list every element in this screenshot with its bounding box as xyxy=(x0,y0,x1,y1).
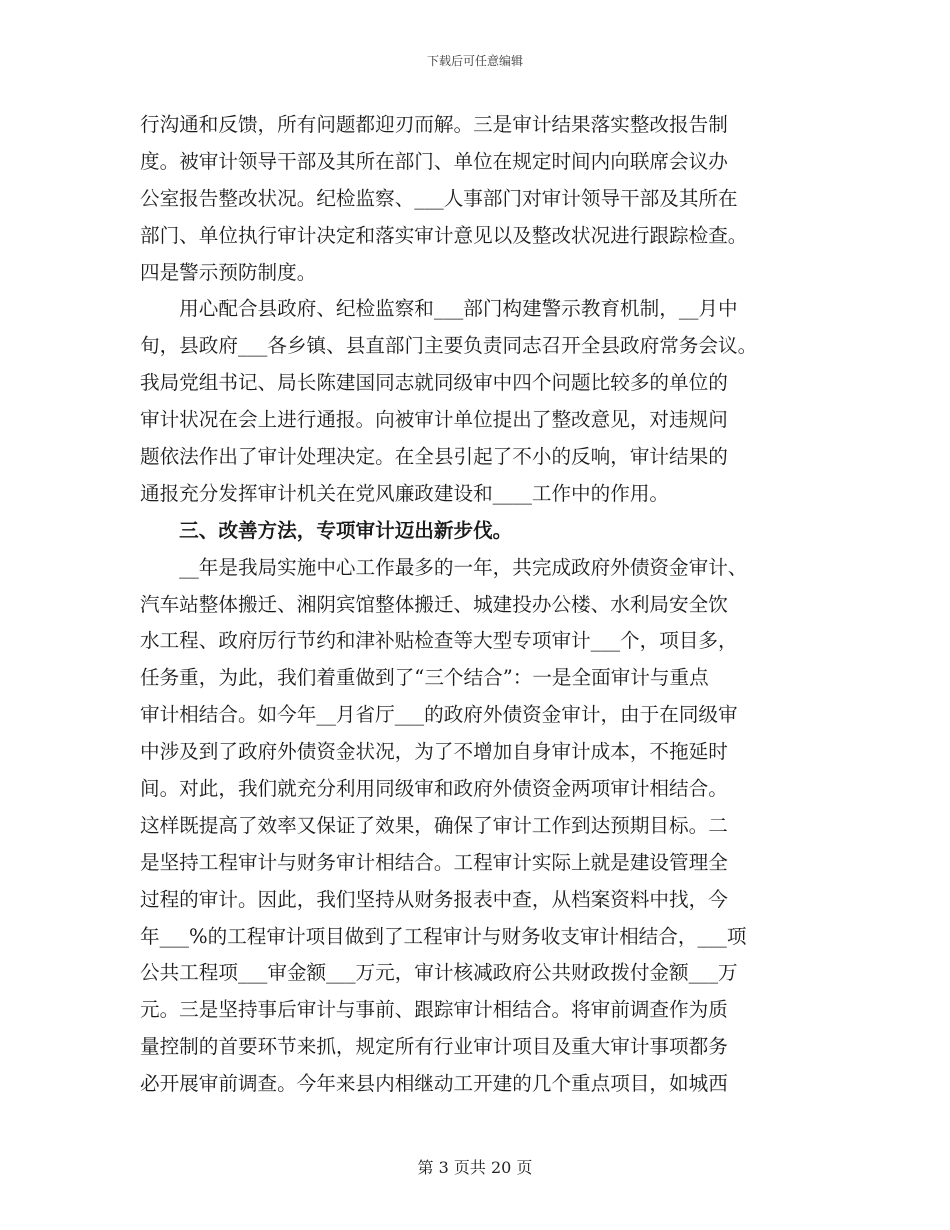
section-heading: 三、改善方法，专项审计迈出新步伐。 xyxy=(140,518,513,542)
text-line: 用心配合县政府、纪检监察和___部门构建警示教育机制，__月中 xyxy=(140,297,738,321)
text-line: 元。三是坚持事后审计与事前、跟踪审计相结合。将审前调查作为质 xyxy=(140,998,728,1022)
text-line: 是坚持工程审计与财务审计相结合。工程审计实际上就是建设管理全 xyxy=(140,850,728,874)
page-number-footer: 第 3 页共 20 页 xyxy=(417,1158,533,1177)
page-header-note: 下载后可任意编辑 xyxy=(426,54,523,68)
text-line: 汽车站整体搬迁、湘阴宾馆整体搬迁、城建投办公楼、水利局安全饮 xyxy=(140,592,728,616)
text-line: 任务重，为此，我们着重做到了“三个结合”：一是全面审计与重点 xyxy=(140,666,709,690)
text-line: 间。对此，我们就充分利用同级审和政府外债资金两项审计相结合。 xyxy=(140,777,728,801)
text-line: 过程的审计。因此，我们坚持从财务报表中查，从档案资料中找，今 xyxy=(140,887,728,911)
text-line: __年是我局实施中心工作最多的一年，共完成政府外债资金审计、 xyxy=(140,555,748,579)
text-line: 审计状况在会上进行通报。向被审计单位提出了整改意见，对违规问 xyxy=(140,408,728,432)
text-line: 审计相结合。如今年__月省厅___的政府外债资金审计，由于在同级审 xyxy=(140,703,738,727)
text-line: 公共工程项___审金额___万元，审计核减政府公共财政拨付金额___万 xyxy=(140,961,738,985)
text-line: 行沟通和反馈，所有问题都迎刃而解。三是审计结果落实整改报告制 xyxy=(140,113,728,136)
text-line: 公室报告整改状况。纪检监察、___人事部门对审计领导干部及其所在 xyxy=(140,186,738,210)
text-line: 必开展审前调查。今年来县内相继动工开建的几个重点项目，如城西 xyxy=(140,1072,728,1096)
text-line: 通报充分发挥审计机关在党风廉政建设和____工作中的作用。 xyxy=(140,481,670,505)
text-line: 旬，县政府___各乡镇、县直部门主要负责同志召开全县政府常务会议。 xyxy=(140,334,758,358)
text-line: 度。被审计领导干部及其所在部门、单位在规定时间内向联席会议办 xyxy=(140,149,728,173)
text-line: 中涉及到了政府外债资金状况，为了不增加自身审计成本，不拖延时 xyxy=(140,740,728,764)
text-line: 这样既提高了效率又保证了效果，确保了审计工作到达预期目标。二 xyxy=(140,813,728,837)
body-text xyxy=(140,107,820,1103)
text-line: 年___%的工程审计项目做到了工程审计与财务收支审计相结合，___项 xyxy=(140,924,747,948)
text-line: 我局党组书记、局长陈建国同志就同级审中四个问题比较多的单位的 xyxy=(140,371,728,395)
text-line: 量控制的首要环节来抓，规定所有行业审计项目及重大审计事项都务 xyxy=(140,1035,728,1059)
text-line: 水工程、政府厉行节约和津补贴检查等大型专项审计___个，项目多， xyxy=(140,629,738,653)
text-line: 部门、单位执行审计决定和落实审计意见以及整改状况进行跟踪检查。 xyxy=(140,223,748,247)
text-line: 四是警示预防制度。 xyxy=(140,260,317,284)
text-line: 题依法作出了审计处理决定。在全县引起了不小的反响，审计结果的 xyxy=(140,445,728,469)
